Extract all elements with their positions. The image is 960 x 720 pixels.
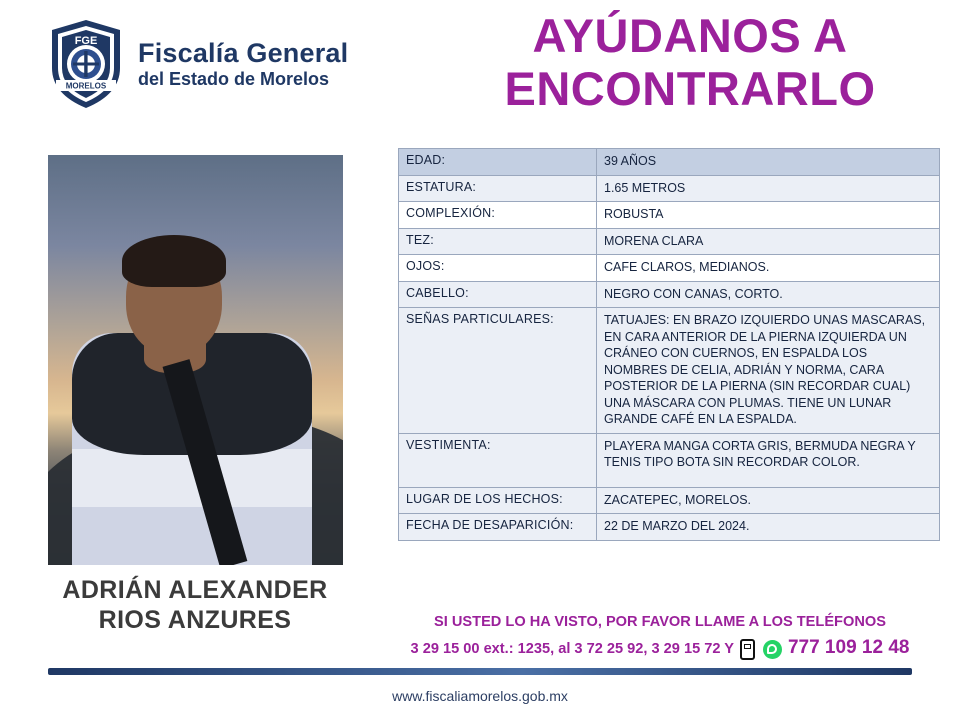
- whatsapp-icon: [763, 640, 782, 659]
- row-value: ZACATEPEC, MORELOS.: [597, 487, 940, 514]
- table-row: [399, 487, 940, 514]
- row-value: PLAYERA MANGA CORTA GRIS, BERMUDA NEGRA Y TENIS TIPO BOTA SIN RECORDAR COLOR.: [597, 433, 940, 487]
- row-label: ESTATURA:: [399, 175, 597, 202]
- contact-line1: SI USTED LO HA VISTO, POR FAVOR LLAME A LOS TELÉFONOS: [434, 614, 886, 630]
- table-row: [399, 228, 940, 255]
- person-details-table: [398, 148, 940, 541]
- row-value: ROBUSTA: [597, 202, 940, 229]
- row-label: OJOS:: [399, 255, 597, 282]
- row-value: 1.65 METROS: [597, 175, 940, 202]
- row-value: 22 DE MARZO DEL 2024.: [597, 514, 940, 541]
- table-row: [399, 255, 940, 282]
- website-url: www.fiscaliamorelos.gob.mx: [392, 688, 568, 704]
- photo-subject: [66, 235, 326, 565]
- row-label: VESTIMENTA:: [399, 433, 597, 487]
- headline-line1: AYÚDANOS A: [532, 9, 848, 62]
- footer-divider: [48, 668, 912, 675]
- person-name-line2: RIOS ANZURES: [98, 606, 292, 634]
- contact-line2: 3 29 15 00 ext.: 1235, al 3 72 25 92, 3 29 15 72 Y: [410, 640, 734, 657]
- page-title: [430, 10, 950, 115]
- row-label: TEZ:: [399, 228, 597, 255]
- missing-person-photo: [48, 155, 343, 565]
- contact-instructions: [360, 612, 960, 662]
- mobile-phone-icon: [740, 639, 755, 660]
- org-name-line2: del Estado de Morelos: [138, 69, 330, 90]
- shield-icon: [48, 18, 124, 110]
- svg-text:MORELOS: MORELOS: [65, 81, 107, 91]
- row-value: 39 AÑOS: [597, 149, 940, 176]
- row-label: EDAD:: [399, 149, 597, 176]
- headline-line2: ENCONTRARLO: [504, 61, 876, 115]
- page-header: [0, 0, 960, 140]
- photo-subject-hair: [122, 235, 226, 287]
- table-row: [399, 149, 940, 176]
- whatsapp-number: 777 109 12 48: [787, 636, 910, 658]
- table-row: [399, 514, 940, 541]
- table-row: [399, 433, 940, 487]
- row-label: CABELLO:: [399, 281, 597, 308]
- org-name-line1: Fiscalía General: [138, 37, 349, 68]
- row-value: MORENA CLARA: [597, 228, 940, 255]
- person-name-line1: ADRIÁN ALEXANDER: [62, 576, 328, 604]
- person-name: [30, 575, 360, 635]
- row-value: TATUAJES: EN BRAZO IZQUIERDO UNAS MASCARAS, EN CARA ANTERIOR DE LA PIERNA IZQUIERDA UN CRÁNEO CON CUERNOS, EN ESPALDA LOS NOMBRES DE CELIA, ADRIÁN Y NORMA, CARA POSTERIOR DE LA PIERNA (SIN RECORDAR CUAL) UNA MÁSCARA CON PLUMAS. TIENE UN LUNAR GRANDE CAFÉ EN LA ESPALDA.: [597, 308, 940, 434]
- table-row: [399, 202, 940, 229]
- row-label: SEÑAS PARTICULARES:: [399, 308, 597, 434]
- table-row: [399, 175, 940, 202]
- svg-text:FGE: FGE: [74, 35, 98, 47]
- row-value: CAFE CLAROS, MEDIANOS.: [597, 255, 940, 282]
- institution-logo: [48, 18, 348, 110]
- row-label: COMPLEXIÓN:: [399, 202, 597, 229]
- table-row: [399, 281, 940, 308]
- row-value: NEGRO CON CANAS, CORTO.: [597, 281, 940, 308]
- row-label: LUGAR DE LOS HECHOS:: [399, 487, 597, 514]
- row-label: FECHA DE DESAPARICIÓN:: [399, 514, 597, 541]
- table-row: [399, 308, 940, 434]
